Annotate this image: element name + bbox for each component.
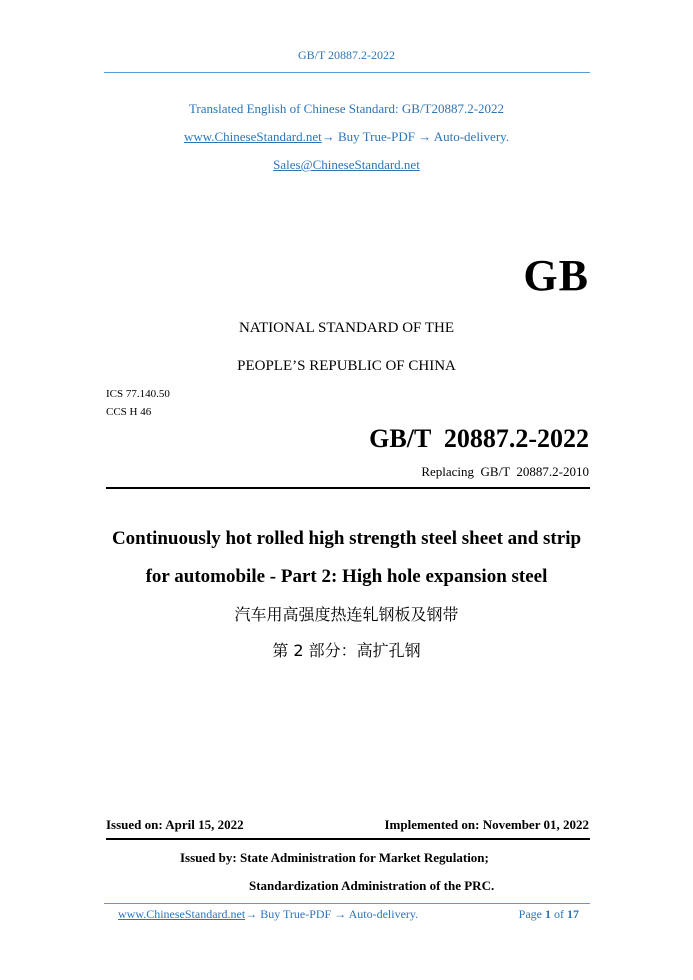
gb-logo: GB <box>523 251 589 300</box>
arrow-icon: → <box>321 129 335 144</box>
purchase-line <box>0 129 693 145</box>
title-zh-line2: 第 2 部分：高扩孔钢 <box>272 641 421 660</box>
standard-number: GB/T 20887.2-2022 <box>369 424 589 453</box>
footer-divider <box>104 903 590 904</box>
footer-auto-delivery-text: Auto-delivery. <box>346 907 419 921</box>
arrow-icon: → <box>245 907 258 921</box>
auto-delivery-text: Auto-delivery. <box>431 129 510 144</box>
header-code: GB/T 20887.2-2022 <box>297 48 396 62</box>
issued-by-line2: Standardization Administration of the PRC. <box>249 878 495 893</box>
issued-date: Issued on: April 15, 2022 <box>106 817 244 832</box>
title-en-line1: Continuously hot rolled high strength steel sheet and strip <box>111 528 582 549</box>
translation-note: Translated English of Chinese Standard: GB/T20887.2-2022 <box>188 101 505 116</box>
footer-purchase-line <box>118 907 418 922</box>
email-line <box>0 157 693 173</box>
email-link[interactable]: Sales@ChineseStandard.net <box>273 157 420 172</box>
site-link[interactable]: www.ChineseStandard.net <box>183 129 322 144</box>
of-word: of <box>554 907 564 921</box>
title-divider <box>106 487 590 489</box>
footer-buy-text: Buy True-PDF <box>257 907 335 921</box>
page-indicator <box>519 907 579 922</box>
replacing-note: Replacing GB/T 20887.2-2010 <box>421 464 589 479</box>
title-zh-line1: 汽车用高强度热连轧钢板及钢带 <box>234 605 459 624</box>
footer-site-link[interactable]: www.ChineseStandard.net <box>118 907 246 921</box>
page-number: 1 <box>545 907 551 921</box>
arrow-icon: → <box>418 129 432 144</box>
ccs-code: CCS H 46 <box>106 406 152 418</box>
buy-text: Buy True-PDF <box>334 129 419 144</box>
implemented-date: Implemented on: November 01, 2022 <box>384 817 589 832</box>
title-en-line2: for automobile - Part 2: High hole expansion steel <box>145 566 548 587</box>
page-word: Page <box>518 907 542 921</box>
arrow-icon: → <box>334 907 347 921</box>
header-divider <box>104 72 590 73</box>
page-total: 17 <box>567 907 579 921</box>
dates-divider <box>106 838 590 840</box>
ics-code: ICS 77.140.50 <box>106 388 170 400</box>
national-standard-line2: PEOPLE’S REPUBLIC OF CHINA <box>237 358 456 374</box>
issued-by-line1: Issued by: State Administration for Market Regulation; <box>180 850 489 865</box>
national-standard-line1: NATIONAL STANDARD OF THE <box>238 320 455 336</box>
